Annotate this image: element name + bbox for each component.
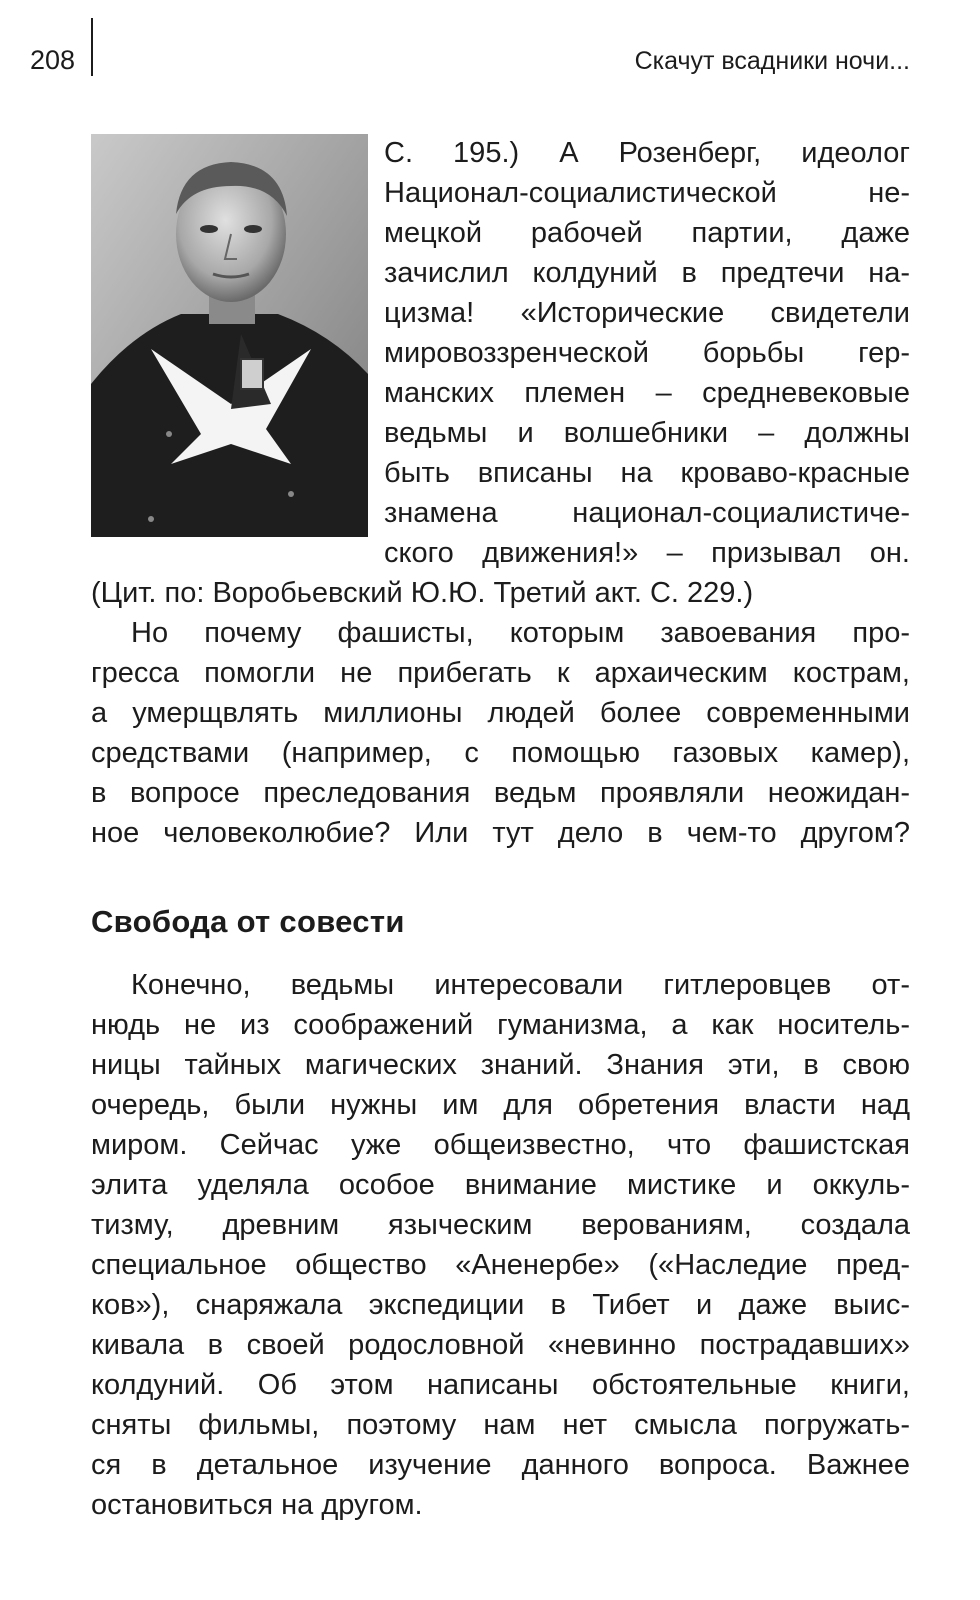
para1-line: манских племен – средневековые: [384, 377, 910, 409]
para2-line: а умерщвлять миллионы людей более современными: [91, 697, 910, 729]
para3-line: ков»), снаряжала экспедиции в Тибет и даже выис-: [91, 1289, 910, 1321]
para3-line: очередь, были нужны им для обретения власти над: [91, 1089, 910, 1121]
para3-line: сняты фильмы, поэтому нам нет смысла погружать-: [91, 1409, 910, 1441]
para3-line: кивала в своей родословной «невинно пострадавших»: [91, 1329, 910, 1361]
para2-line: Но почему фашисты, которым завоевания про-: [131, 617, 910, 649]
para3-line: тизму, древним языческим верованиям, создала: [91, 1209, 910, 1241]
para3-line: элита уделяла особое внимание мистике и оккуль-: [91, 1169, 910, 1201]
para3-line: нюдь не из соображений гуманизма, а как носитель-: [91, 1009, 910, 1041]
para3-line: ся в детальное изучение данного вопроса. Важнее: [91, 1449, 910, 1481]
para1-line: мецкой рабочей партии, даже: [384, 217, 910, 249]
para1-line: цизма! «Исторические свидетели: [384, 297, 910, 329]
para1-line: ведьмы и волшебники – должны: [384, 417, 910, 449]
para3-line: миром. Сейчас уже общеизвестно, что фашистская: [91, 1129, 910, 1161]
para3-line: специальное общество «Аненербе» («Наследие пред-: [91, 1249, 910, 1281]
para3-line: остановиться на другом.: [91, 1489, 423, 1521]
para2-line: в вопросе преследования ведьм проявляли неожидан-: [91, 777, 910, 809]
para1-line: зачислил колдуний в предтечи на-: [384, 257, 910, 289]
para2-line: ное человеколюбие? Или тут дело в чем-то другом?: [91, 817, 910, 849]
para3-line: Конечно, ведьмы интересовали гитлеровцев от-: [131, 969, 910, 1001]
para1-line: мировоззренческой борьбы гер-: [384, 337, 910, 369]
citation-line: (Цит. по: Воробьевский Ю.Ю. Третий акт. С. 229.): [91, 577, 754, 609]
section-heading: Свобода от совести: [91, 904, 405, 939]
running-title: Скачут всадники ночи...: [634, 47, 910, 75]
para1-line: быть вписаны на кроваво-красные: [384, 457, 910, 489]
para1-line: С. 195.) А Розенберг, идеолог: [384, 137, 910, 169]
para1-line: Национал-социалистической не-: [384, 177, 910, 209]
para1-line: ского движения!» – призывал он.: [384, 537, 910, 569]
para1-line: знамена национал-социалистиче-: [384, 497, 910, 529]
portrait-photo: [91, 134, 368, 537]
page-number: 208: [30, 45, 76, 75]
para3-line: колдуний. Об этом написаны обстоятельные книги,: [91, 1369, 910, 1401]
header-rule: [91, 18, 93, 76]
para3-line: ницы тайных магических знаний. Знания эти, в свою: [91, 1049, 910, 1081]
para2-line: средствами (например, с помощью газовых камер),: [91, 737, 910, 769]
para2-line: гресса помогли не прибегать к архаическим кострам,: [91, 657, 910, 689]
